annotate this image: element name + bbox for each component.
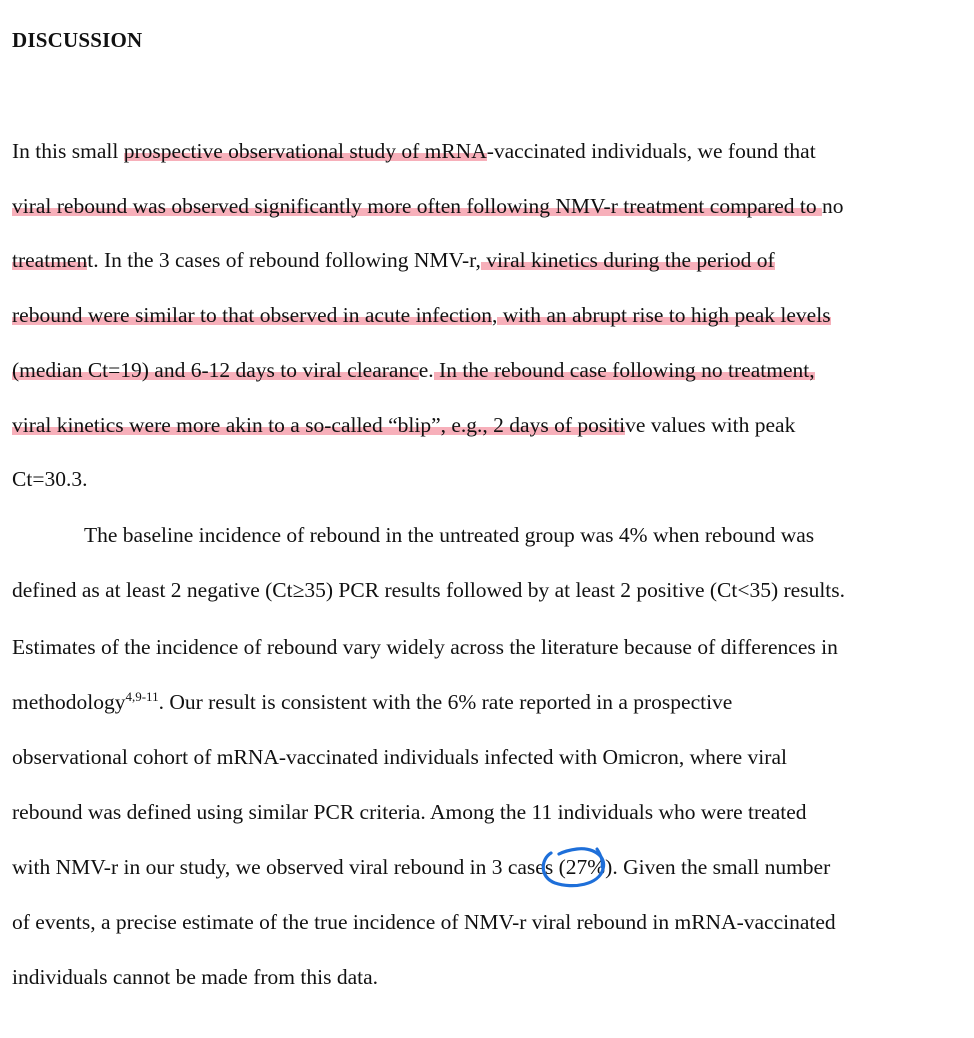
text-run: . Given the small number xyxy=(612,855,831,879)
text-run: . Our result is consistent with the 6% rate reported in a prospective xyxy=(158,690,733,714)
highlighted-text: prospective observational study of mRNA xyxy=(123,139,487,163)
text-run: e. xyxy=(418,358,434,382)
text-run: t. In the 3 cases of rebound following NMV-r, xyxy=(87,248,481,272)
highlighted-text: rebound were similar to that observed in acute infection xyxy=(12,303,493,327)
citation-superscript: 4,9-11 xyxy=(125,688,159,704)
paragraph-2-line-8: of events, a precise estimate of the true incidence of NMV-r viral rebound in mRNA-vaccinated xyxy=(12,910,836,934)
paragraph-2-line-1: The baseline incidence of rebound in the untreated group was 4% when rebound was xyxy=(84,523,815,547)
highlighted-text: In the rebound case following no treatment, xyxy=(433,358,815,382)
paragraph-2-line-3: Estimates of the incidence of rebound vary widely across the literature because of differences in xyxy=(12,635,838,659)
paragraph-2-line-5: observational cohort of mRNA-vaccinated individuals infected with Omicron, where viral xyxy=(12,745,787,769)
circled-text xyxy=(545,857,612,879)
section-heading: DISCUSSION xyxy=(12,28,143,52)
paragraph-1-line-2 xyxy=(12,196,844,218)
paragraph-1-line-1 xyxy=(12,141,816,163)
paragraph-2-line-9: individuals cannot be made from this data. xyxy=(12,965,379,989)
text-run: -vaccinated individuals, we found that xyxy=(486,139,816,163)
highlighted-text: viral rebound was observed significantly more often following NMV-r treatment compared to xyxy=(12,194,823,218)
highlighted-text: with an abrupt rise to high peak levels xyxy=(497,303,831,327)
highlighted-text: viral kinetics during the period of xyxy=(480,248,775,272)
paragraph-1-line-6 xyxy=(12,415,795,437)
paragraph-2-line-7 xyxy=(12,857,830,879)
text-run: with NMV-r in our study, we observed viral rebound in 3 case xyxy=(12,855,545,879)
text-run: In this small xyxy=(12,139,124,163)
paragraph-1-line-4 xyxy=(12,305,831,327)
text-run: no xyxy=(822,194,844,218)
text-run: , xyxy=(492,303,498,327)
text-run: ve values with peak xyxy=(625,413,796,437)
circled-value: s (27%) xyxy=(544,855,613,879)
paragraph-1-line-3 xyxy=(12,250,775,272)
highlighted-text: (median Ct=19) and 6-12 days to viral clearanc xyxy=(12,358,419,382)
paragraph-1-line-7: Ct=30.3. xyxy=(12,467,88,491)
highlighted-text: viral kinetics were more akin to a so-called “blip”, e.g., 2 days of positi xyxy=(12,413,626,437)
paragraph-2-line-4 xyxy=(12,688,733,714)
text-run: methodology xyxy=(12,690,126,714)
paragraph-2-line-2: defined as at least 2 negative (Ct≥35) PCR results followed by at least 2 positive (Ct<35) results. xyxy=(12,578,846,602)
paragraph-1-line-5 xyxy=(12,360,815,382)
paragraph-2-line-6: rebound was defined using similar PCR criteria. Among the 11 individuals who were treated xyxy=(12,800,807,824)
highlighted-text: treatmen xyxy=(12,248,88,272)
